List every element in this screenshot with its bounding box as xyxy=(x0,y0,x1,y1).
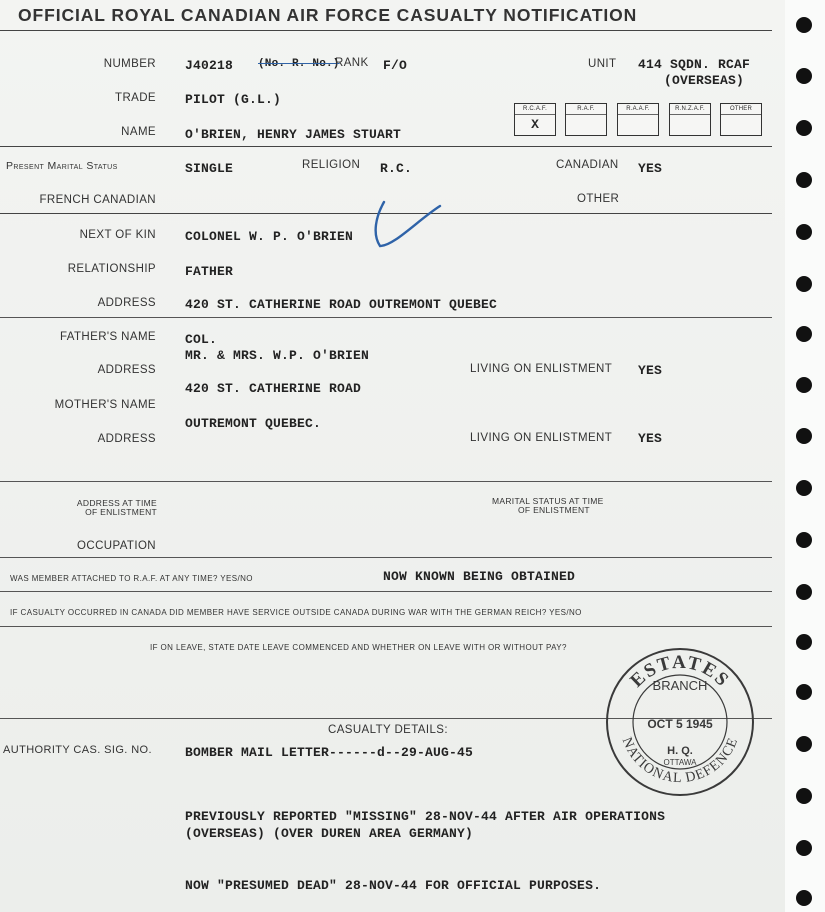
marital-at-enlistment-label-1: MARITAL STATUS AT TIME xyxy=(492,496,604,506)
father-name-value-1: COL. xyxy=(185,332,218,347)
living-on-enlistment-value: YES xyxy=(638,363,663,378)
name-value: O'BRIEN, HENRY JAMES STUART xyxy=(185,127,402,142)
stamp-branch-text: BRANCH xyxy=(652,678,708,693)
stamp-date-text: OCT 5 1945 xyxy=(647,717,713,731)
father-address-value: 420 ST. CATHERINE ROAD xyxy=(185,381,362,396)
religion-value: R.C. xyxy=(380,161,413,176)
divider xyxy=(0,481,772,482)
punch-hole-icon xyxy=(796,17,812,33)
trade-value: PILOT (G.L.) xyxy=(185,92,282,107)
estates-branch-stamp xyxy=(604,646,756,798)
living-on-enlistment-value: YES xyxy=(638,431,663,446)
punch-hole-icon xyxy=(796,684,812,700)
mother-address-label: ADDRESS xyxy=(97,433,156,445)
canadian-label: CANADIAN xyxy=(556,159,619,171)
stamp-hq-text: H. Q. xyxy=(667,745,693,757)
mother-address-value: OUTREMONT QUEBEC. xyxy=(185,416,322,431)
marital-at-enlistment-label-2: OF ENLISTMENT xyxy=(518,505,590,515)
number-label: NUMBER xyxy=(103,58,156,70)
authority-value: BOMBER MAIL LETTER------d--29-AUG-45 xyxy=(185,745,474,760)
occupation-label: OCCUPATION xyxy=(77,540,156,552)
punch-hole-icon xyxy=(796,634,812,650)
french-canadian-label: FRENCH CANADIAN xyxy=(39,194,156,206)
service-box-raf: R.A.F. xyxy=(565,103,607,136)
raf-answer: NOW KNOWN BEING OBTAINED xyxy=(383,569,576,584)
casualty-details-label: CASUALTY DETAILS: xyxy=(328,724,448,736)
service-box-rcaf: R.C.A.F. X xyxy=(514,103,556,136)
relationship-value: FATHER xyxy=(185,264,234,279)
divider xyxy=(0,557,772,558)
divider xyxy=(0,30,772,31)
detail-line-1: PREVIOUSLY REPORTED "MISSING" 28-NOV-44 AFTER AIR OPERATIONS xyxy=(185,809,666,824)
service-box-rnzaf: R.N.Z.A.F. xyxy=(669,103,711,136)
mother-name-label: MOTHER'S NAME xyxy=(54,399,156,411)
unit-label: UNIT xyxy=(588,58,617,70)
punch-hole-icon xyxy=(796,890,812,906)
number-value: J40218 xyxy=(185,58,234,73)
detail-line-3: NOW "PRESUMED DEAD" 28-NOV-44 FOR OFFICIAL PURPOSES. xyxy=(185,878,602,893)
unit-value-1: 414 SQDN. RCAF xyxy=(638,57,751,72)
marital-status-label: Present Marital Status xyxy=(6,160,118,172)
punch-hole-icon xyxy=(796,276,812,292)
punch-hole-icon xyxy=(796,788,812,804)
punch-hole-icon xyxy=(796,224,812,240)
punch-hole-icon xyxy=(796,120,812,136)
stamp-city-text: OTTAWA xyxy=(663,758,697,767)
father-address-label: ADDRESS xyxy=(97,364,156,376)
canadian-value: YES xyxy=(638,161,663,176)
kin-address-value: 420 ST. CATHERINE ROAD OUTREMONT QUEBEC xyxy=(185,297,498,312)
perforation-strip xyxy=(785,0,825,912)
authority-label: AUTHORITY CAS. SIG. NO. xyxy=(3,744,152,756)
form-title: OFFICIAL ROYAL CANADIAN AIR FORCE CASUALTY NOTIFICATION xyxy=(18,5,638,25)
father-name-label: FATHER'S NAME xyxy=(60,331,156,343)
canada-service-question: IF CASUALTY OCCURRED IN CANADA DID MEMBER HAVE SERVICE OUTSIDE CANADA DURING WAR WITH THE GERMAN REICH? YES/NO xyxy=(10,608,582,617)
living-on-enlistment-label: LIVING ON ENLISTMENT xyxy=(470,363,613,375)
rank-label: RANK xyxy=(335,57,369,69)
living-on-enlistment-label: LIVING ON ENLISTMENT xyxy=(470,432,613,444)
number-struck: (No. R. No.) xyxy=(258,58,340,70)
punch-hole-icon xyxy=(796,840,812,856)
marital-status-value: SINGLE xyxy=(185,161,234,176)
punch-hole-icon xyxy=(796,377,812,393)
next-of-kin-value: COLONEL W. P. O'BRIEN xyxy=(185,229,354,244)
stamp-bottom-text: NATIONAL DEFENCE xyxy=(618,735,742,787)
divider xyxy=(0,146,772,147)
trade-label: TRADE xyxy=(115,92,156,104)
divider xyxy=(0,626,772,627)
leave-question: IF ON LEAVE, STATE DATE LEAVE COMMENCED AND WHETHER ON LEAVE WITH OR WITHOUT PAY? xyxy=(150,643,567,652)
relationship-label: RELATIONSHIP xyxy=(67,263,156,275)
punch-hole-icon xyxy=(796,172,812,188)
address-at-enlistment-label-1: ADDRESS AT TIME xyxy=(76,498,157,508)
detail-line-2: (OVERSEAS) (OVER DUREN AREA GERMANY) xyxy=(185,826,474,841)
raf-question: WAS MEMBER ATTACHED TO R.A.F. AT ANY TIME? YES/NO xyxy=(10,574,253,583)
kin-address-label: ADDRESS xyxy=(97,297,156,309)
divider xyxy=(0,317,772,318)
address-at-enlistment-label-2: OF ENLISTMENT xyxy=(85,507,157,517)
service-box-other: OTHER xyxy=(720,103,762,136)
unit-value-2: (OVERSEAS) xyxy=(664,73,745,88)
other-label: OTHER xyxy=(577,193,620,205)
punch-hole-icon xyxy=(796,68,812,84)
stamp-top-text: ESTATES xyxy=(626,651,734,692)
checkmark-icon xyxy=(370,198,446,252)
rank-value: F/O xyxy=(383,58,408,73)
punch-hole-icon xyxy=(796,326,812,342)
service-box-raaf: R.A.A.F. xyxy=(617,103,659,136)
punch-hole-icon xyxy=(796,584,812,600)
punch-hole-icon xyxy=(796,480,812,496)
punch-hole-icon xyxy=(796,428,812,444)
next-of-kin-label: NEXT OF KIN xyxy=(79,229,156,241)
name-label: NAME xyxy=(121,126,156,138)
religion-label: RELIGION xyxy=(302,159,361,171)
punch-hole-icon xyxy=(796,736,812,752)
father-name-value-2: MR. & MRS. W.P. O'BRIEN xyxy=(185,348,370,363)
punch-hole-icon xyxy=(796,532,812,548)
divider xyxy=(0,591,772,592)
